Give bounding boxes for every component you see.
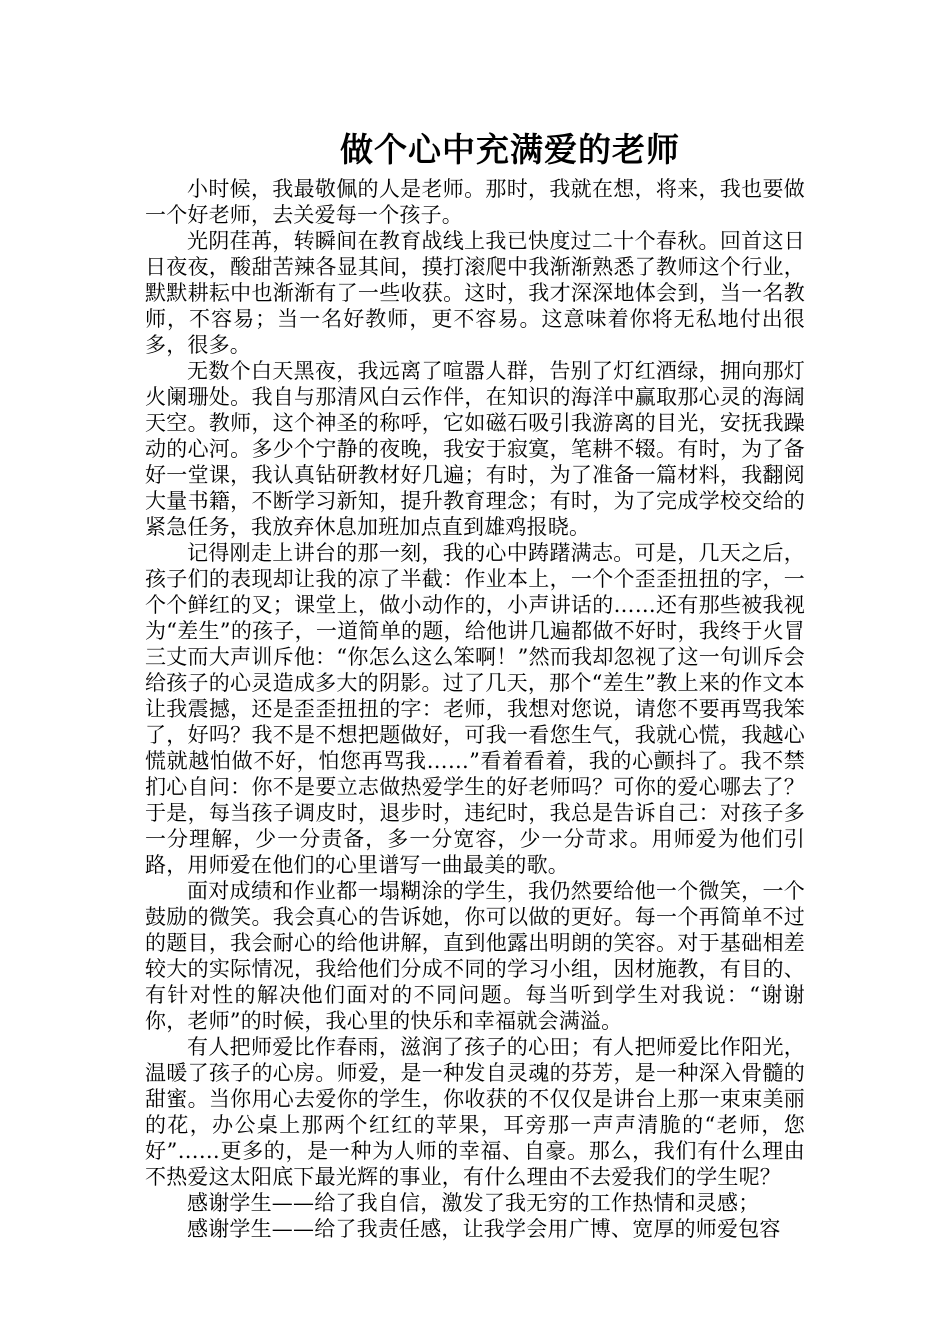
paragraph-teacher-love: 有人把师爱比作春雨，滋润了孩子的心田；有人把师爱比作阳光，温暖了孩子的心房。师爱，是一种发自灵魂的芬芳，是一种深入骨髓的甜蜜。当你用心去爱你的学生，你收获的不仅仅是讲台上那一束束美丽的花，办公桌上那两个红红的苹果，耳旁那一声声清脆的“老师，您好”……更多的，是一种为人师的幸福、自豪。那么，我们有什么理由不热爱这太阳底下最光辉的事业，有什么理由不去爱我们的学生呢？ [145,1035,805,1189]
paragraph-thanks-1: 感谢学生——给了我自信，激发了我无穷的工作热情和灵感； [187,1191,760,1215]
paragraph-dedication: 无数个白天黑夜，我远离了喧嚣人群，告别了灯红酒绿，拥向那灯火阑珊处。我自与那清风白云作伴，在知识的海洋中赢取那心灵的海阔天空。教师，这个神圣的称呼，它如磁石吸引我游离的目光，安抚我躁动的心河。多少个宁静的夜晚，我安于寂寞，笔耕不辍。有时，为了备好一堂课，我认真钻研教材好几遍；有时，为了准备一篇材料，我翻阅大量书籍，不断学习新知，提升教育理念；有时，为了完成学校交给的紧急任务，我放弃休息加班加点直到雄鸡报晓。 [145,359,805,539]
paragraph-thanks-2: 感谢学生——给了我责任感，让我学会用广博、宽厚的师爱包容 [187,1217,781,1241]
document-body [145,128,805,1242]
paragraph-career: 光阴荏苒，转瞬间在教育战线上我已快度过二十个春秋。回首这日日夜夜，酸甜苦辣各显其间，摸打滚爬中我渐渐熟悉了教师这个行业，默默耕耘中也渐渐有了一些收获。这时，我才深深地体会到，当一名教师，不容易；当一名好教师，更不容易。这意味着你将无私地付出很多，很多。 [145,229,805,357]
paragraph-first-class: 记得刚走上讲台的那一刻，我的心中踌躇满志。可是，几天之后，孩子们的表现却让我的凉了半截：作业本上，一个个歪歪扭扭的字，一个个鲜红的叉；课堂上，做小动作的，小声讲话的……还有那些被我视为“差生”的孩子，一道简单的题，给他讲几遍都做不好时，我终于火冒三丈而大声训斥他：“你怎么这么笨啊！”然而我却忽视了这一句训斥会给孩子的心灵造成多大的阴影。过了几天，那个“差生”教上来的作文本让我震撼，还是歪歪扭扭的字：老师，我想对您说，请您不要再骂我笨了，好吗？我不是不想把题做好，可我一看您生气，我就心慌，我越心慌就越怕做不好，怕您再骂我……”看着看着，我的心颤抖了。我不禁扪心自问：你不是要立志做热爱学生的好老师吗？可你的爱心哪去了？于是，每当孩子调皮时，退步时，违纪时，我总是告诉自己：对孩子多一分理解，少一分责备，多一分宽容，少一分苛求。用师爱为他们引路，用师爱在他们的心里谱写一曲最美的歌。 [145,541,805,877]
paragraph-encouragement: 面对成绩和作业都一塌糊涂的学生，我仍然要给他一个微笑，一个鼓励的微笑。我会真心的告诉她，你可以做的更好。每一个再简单不过的题目，我会耐心的给他讲解，直到他露出明朗的笑容。对于基础相差较大的实际情况，我给他们分成不同的学习小组，因材施教，有目的、有针对性的解决他们面对的不同问题。每当听到学生对我说：“谢谢你，老师”的时候，我心里的快乐和幸福就会满溢。 [145,879,805,1033]
paragraph-childhood: 小时候，我最敬佩的人是老师。那时，我就在想，将来，我也要做一个好老师，去关爱每一个孩子。 [145,177,805,227]
document-title: 做个心中充满爱的老师 [340,130,680,169]
